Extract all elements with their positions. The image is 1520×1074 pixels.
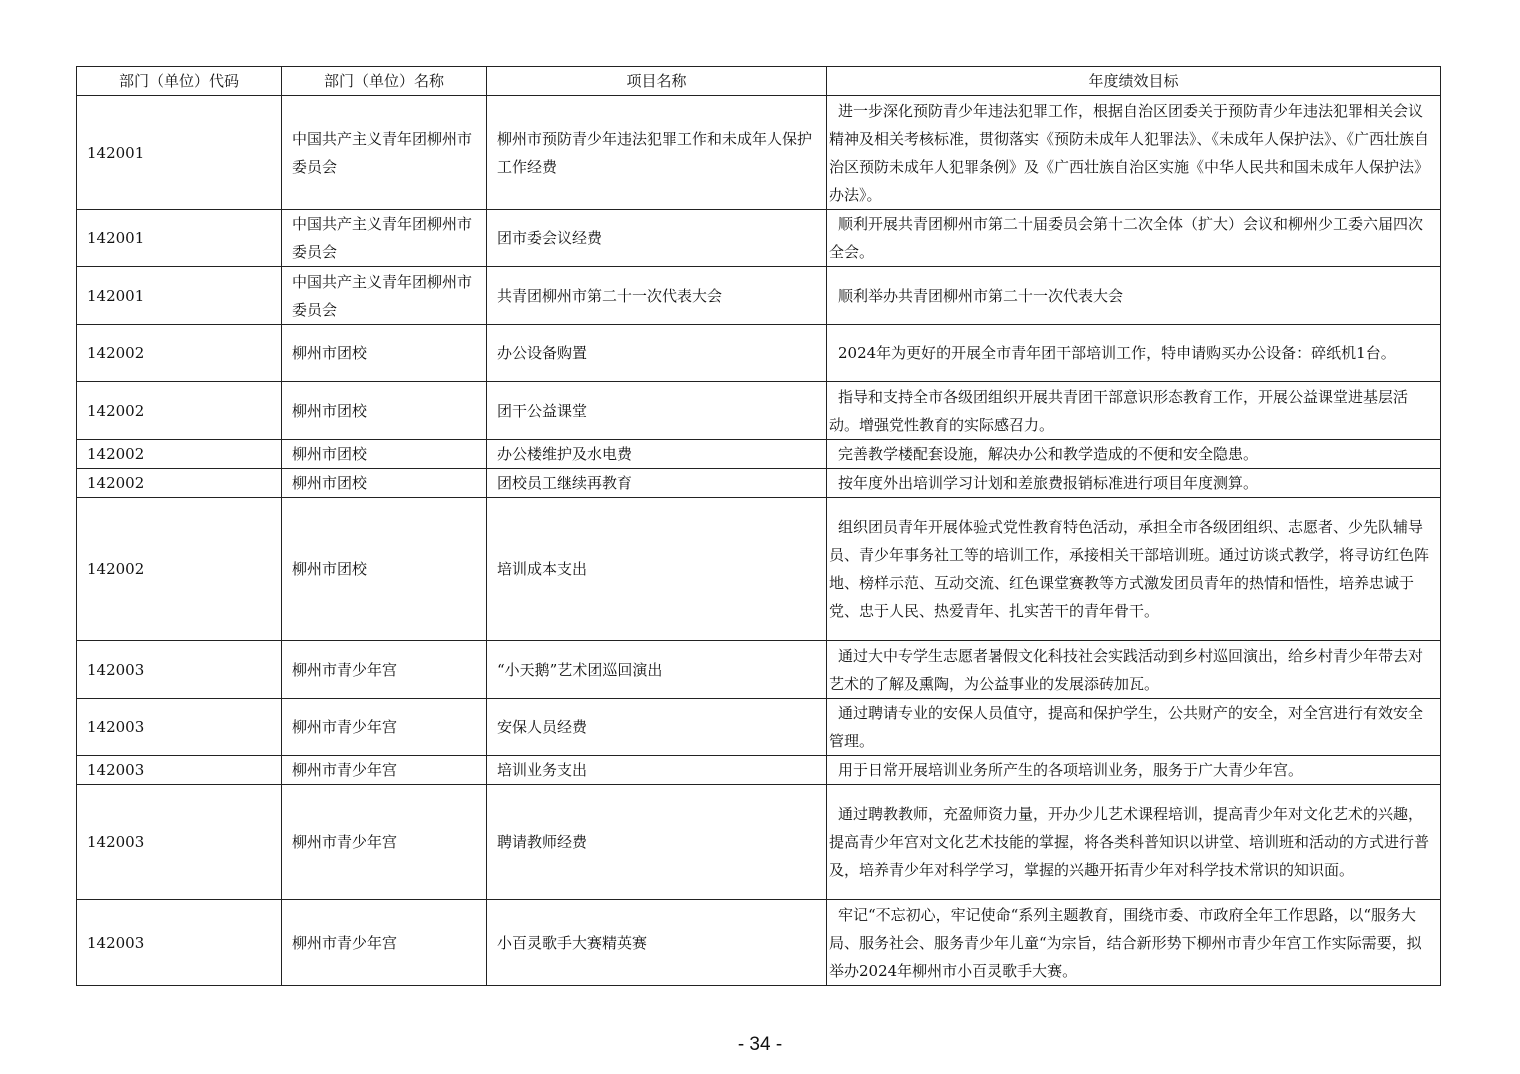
- cell-annual-goal: 顺利举办共青团柳州市第二十一次代表大会: [827, 267, 1441, 325]
- table-row: [77, 641, 1441, 699]
- table-row: [77, 210, 1441, 267]
- table-header-row: [77, 67, 1441, 96]
- cell-dept-code: 142002: [77, 469, 282, 498]
- cell-annual-goal: 2024年为更好的开展全市青年团干部培训工作，特申请购买办公设备：碎纸机1台。: [827, 325, 1441, 382]
- cell-project-name: 团干公益课堂: [487, 382, 827, 440]
- cell-dept-name: 柳州市青少年宫: [282, 785, 487, 900]
- table-row: [77, 498, 1441, 641]
- page-number: - 34 -: [737, 1034, 783, 1055]
- cell-project-name: 共青团柳州市第二十一次代表大会: [487, 267, 827, 325]
- cell-annual-goal: 用于日常开展培训业务所产生的各项培训业务，服务于广大青少年宫。: [827, 756, 1441, 785]
- cell-dept-code: 142002: [77, 325, 282, 382]
- cell-dept-name: 中国共产主义青年团柳州市委员会: [282, 267, 487, 325]
- table-row: [77, 785, 1441, 900]
- cell-dept-code: 142003: [77, 785, 282, 900]
- cell-dept-name: 柳州市青少年宫: [282, 699, 487, 756]
- cell-annual-goal: 通过聘请专业的安保人员值守，提高和保护学生，公共财产的安全，对全宫进行有效安全管理。: [827, 699, 1441, 756]
- cell-annual-goal: 完善教学楼配套设施，解决办公和教学造成的不便和安全隐患。: [827, 440, 1441, 469]
- cell-dept-code: 142002: [77, 382, 282, 440]
- cell-dept-code: 142003: [77, 699, 282, 756]
- table-row: [77, 756, 1441, 785]
- cell-project-name: 培训成本支出: [487, 498, 827, 641]
- header-dept-code: 部门（单位）代码: [77, 67, 282, 96]
- table-row: [77, 699, 1441, 756]
- cell-dept-code: 142001: [77, 210, 282, 267]
- cell-project-name: 团市委会议经费: [487, 210, 827, 267]
- header-annual-goal: 年度绩效目标: [827, 67, 1441, 96]
- table-row: [77, 267, 1441, 325]
- table-row: [77, 469, 1441, 498]
- table-row: [77, 96, 1441, 210]
- table-row: [77, 325, 1441, 382]
- header-dept-name: 部门（单位）名称: [282, 67, 487, 96]
- cell-project-name: 办公楼维护及水电费: [487, 440, 827, 469]
- cell-dept-code: 142002: [77, 440, 282, 469]
- cell-dept-code: 142003: [77, 900, 282, 986]
- table-row: [77, 900, 1441, 986]
- cell-dept-name: 柳州市团校: [282, 440, 487, 469]
- cell-dept-code: 142002: [77, 498, 282, 641]
- cell-annual-goal: 通过聘教教师，充盈师资力量，开办少儿艺术课程培训，提高青少年对文化艺术的兴趣，提高青少年宫对文化艺术技能的掌握，将各类科普知识以讲堂、培训班和活动的方式进行普及，培养青少年对科学学习，掌握的兴趣开拓青少年对科学技术常识的知识面。: [827, 785, 1441, 900]
- cell-annual-goal: 通过大中专学生志愿者暑假文化科技社会实践活动到乡村巡回演出，给乡村青少年带去对艺术的了解及熏陶，为公益事业的发展添砖加瓦。: [827, 641, 1441, 699]
- cell-project-name: 培训业务支出: [487, 756, 827, 785]
- cell-project-name: “小天鹅”艺术团巡回演出: [487, 641, 827, 699]
- cell-dept-name: 柳州市团校: [282, 325, 487, 382]
- cell-annual-goal: 按年度外出培训学习计划和差旅费报销标准进行项目年度测算。: [827, 469, 1441, 498]
- cell-annual-goal: 顺利开展共青团柳州市第二十届委员会第十二次全体（扩大）会议和柳州少工委六届四次全会。: [827, 210, 1441, 267]
- header-project-name: 项目名称: [487, 67, 827, 96]
- cell-project-name: 安保人员经费: [487, 699, 827, 756]
- cell-dept-name: 柳州市团校: [282, 498, 487, 641]
- cell-project-name: 办公设备购置: [487, 325, 827, 382]
- cell-dept-name: 柳州市团校: [282, 382, 487, 440]
- cell-project-name: 团校员工继续再教育: [487, 469, 827, 498]
- cell-dept-code: 142001: [77, 96, 282, 210]
- performance-goals-table: [76, 66, 1441, 986]
- cell-annual-goal: 指导和支持全市各级团组织开展共青团干部意识形态教育工作，开展公益课堂进基层活动。增强党性教育的实际感召力。: [827, 382, 1441, 440]
- table-row: [77, 440, 1441, 469]
- cell-dept-name: 柳州市青少年宫: [282, 756, 487, 785]
- cell-project-name: 小百灵歌手大赛精英赛: [487, 900, 827, 986]
- cell-dept-name: 柳州市青少年宫: [282, 641, 487, 699]
- cell-project-name: 柳州市预防青少年违法犯罪工作和未成年人保护工作经费: [487, 96, 827, 210]
- cell-dept-code: 142003: [77, 641, 282, 699]
- cell-dept-name: 柳州市青少年宫: [282, 900, 487, 986]
- cell-project-name: 聘请教师经费: [487, 785, 827, 900]
- cell-dept-name: 中国共产主义青年团柳州市委员会: [282, 210, 487, 267]
- cell-annual-goal: 组织团员青年开展体验式党性教育特色活动，承担全市各级团组织、志愿者、少先队辅导员、青少年事务社工等的培训工作，承接相关干部培训班。通过访谈式教学，将寻访红色阵地、榜样示范、互动交流、红色课堂赛教等方式激发团员青年的热情和悟性，培养忠诚于党、忠于人民、热爱青年、扎实苦干的青年骨干。: [827, 498, 1441, 641]
- cell-dept-name: 中国共产主义青年团柳州市委员会: [282, 96, 487, 210]
- cell-annual-goal: 进一步深化预防青少年违法犯罪工作，根据自治区团委关于预防青少年违法犯罪相关会议精神及相关考核标准，贯彻落实《预防未成年人犯罪法》、《未成年人保护法》、《广西壮族自治区预防未成年人犯罪条例》及《广西壮族自治区实施《中华人民共和国未成年人保护法》办法》。: [827, 96, 1441, 210]
- cell-dept-code: 142001: [77, 267, 282, 325]
- table-row: [77, 382, 1441, 440]
- cell-dept-name: 柳州市团校: [282, 469, 487, 498]
- cell-annual-goal: 牢记“不忘初心，牢记使命“系列主题教育，围绕市委、市政府全年工作思路，以“服务大局、服务社会、服务青少年儿童“为宗旨，结合新形势下柳州市青少年宫工作实际需要，拟举办2024年柳州市小百灵歌手大赛。: [827, 900, 1441, 986]
- cell-dept-code: 142003: [77, 756, 282, 785]
